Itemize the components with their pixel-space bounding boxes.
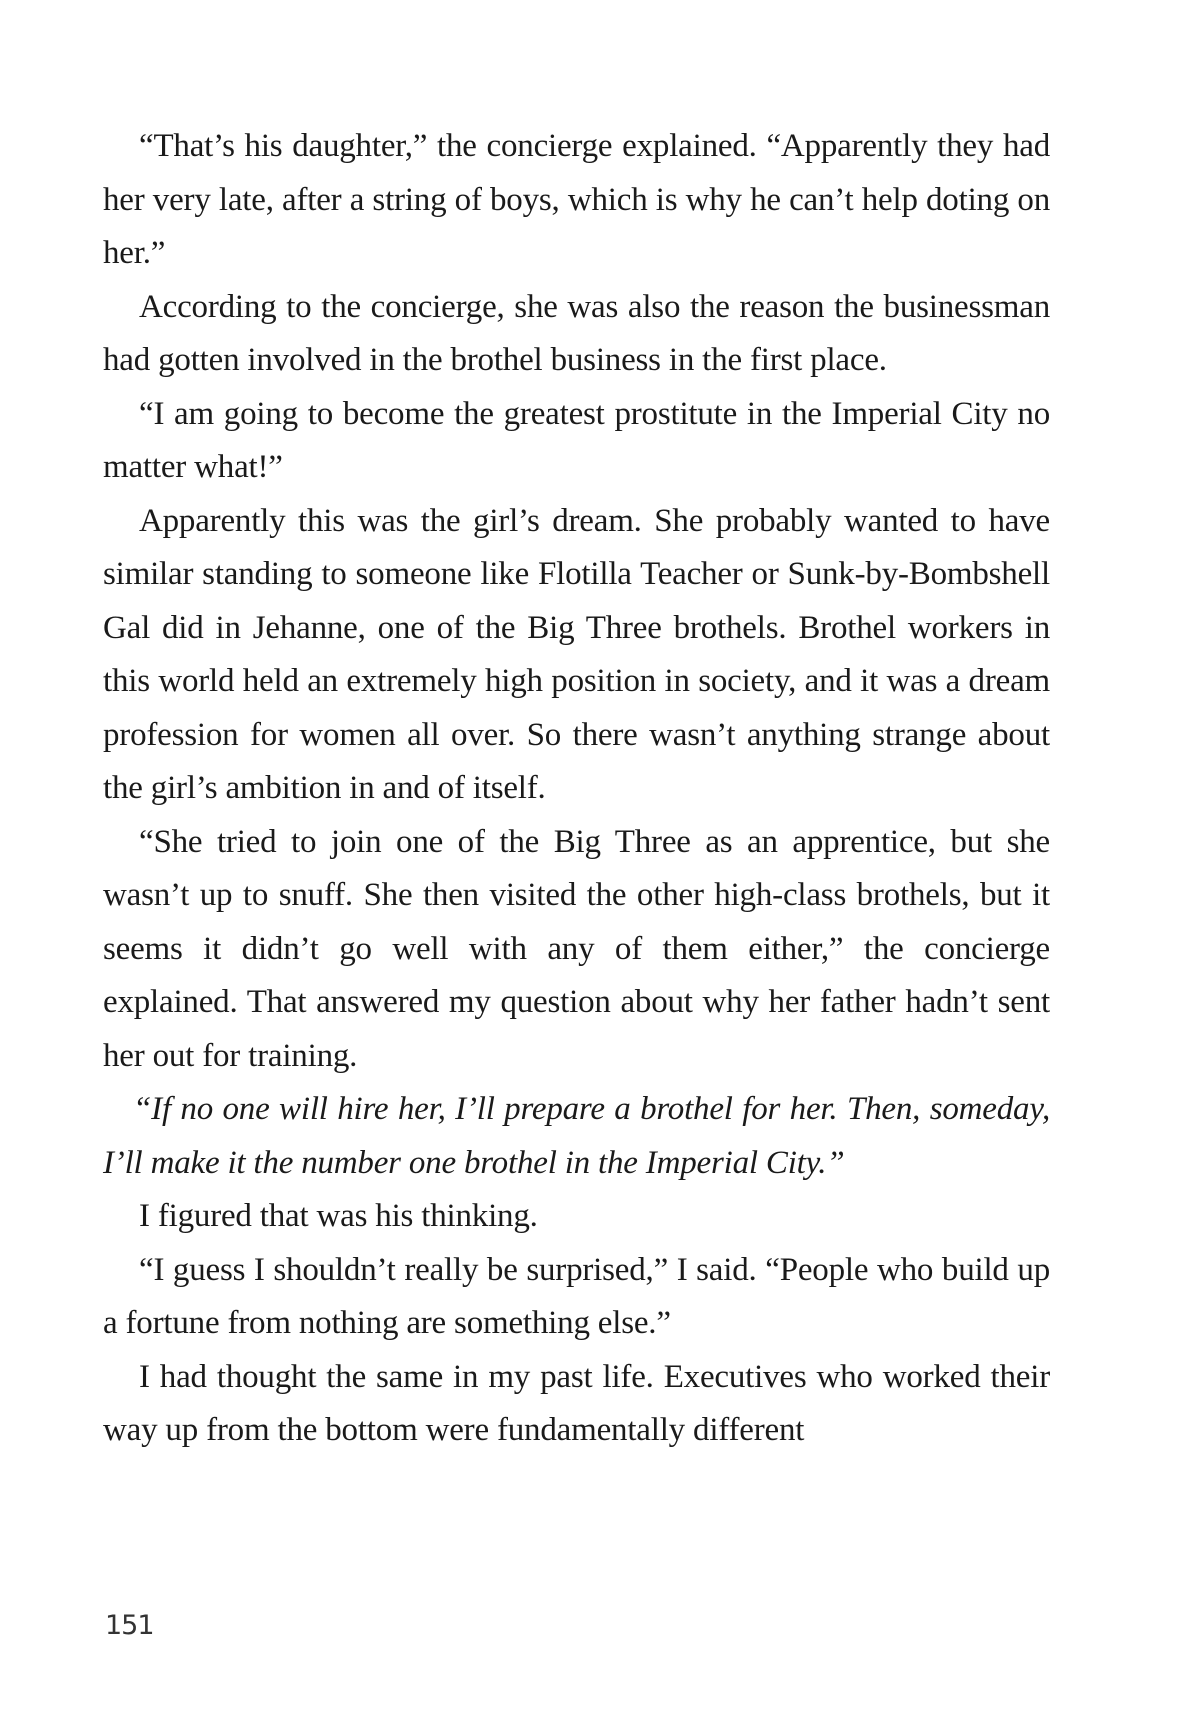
paragraph-3: “I am going to become the greatest prostitute in the Imperial City no matter what!”: [103, 395, 1050, 485]
paragraph-9: I had thought the same in my past life. Executives who worked their way up from the bottom were fundamentally different: [103, 1358, 1050, 1448]
paragraph-7: I figured that was his thinking.: [139, 1198, 538, 1234]
paragraph-1: “That’s his daughter,” the concierge explained. “Apparently they had her very late, after a string of boys, which is why he can’t help doting on her.”: [103, 128, 1050, 271]
paragraph-8: “I guess I shouldn’t really be surprised,” I said. “People who build up a fortune from nothing are something else.”: [103, 1251, 1050, 1341]
paragraph-2: According to the concierge, she was also the reason the businessman had gotten involved in the brothel business in the first place.: [103, 288, 1050, 378]
paragraph-4: Apparently this was the girl’s dream. She probably wanted to have similar standing to someone like Flotilla Teacher or Sunk-by-Bombshell Gal did in Jehanne, one of the Big Three brothels. Brothel workers in this world held an extremely high position in society, and it was a dream profession for women all over. So there wasn’t anything strange about the girl’s ambition in and of itself.: [103, 502, 1050, 806]
page-body-text: [103, 120, 1050, 1458]
page-number: 151: [105, 1610, 154, 1641]
paragraph-5: “She tried to join one of the Big Three as an apprentice, but she wasn’t up to snuff. She then visited the other high-class brothels, but it seems it didn’t go well with any of them either,” the concierge explained. That answered my question about why her father hadn’t sent her out for training.: [103, 823, 1050, 1074]
paragraph-6-italic-thought: “If no one will hire her, I’ll prepare a brothel for her. Then, someday, I’ll make it the number one brothel in the Imperial City.”: [103, 1091, 1050, 1181]
